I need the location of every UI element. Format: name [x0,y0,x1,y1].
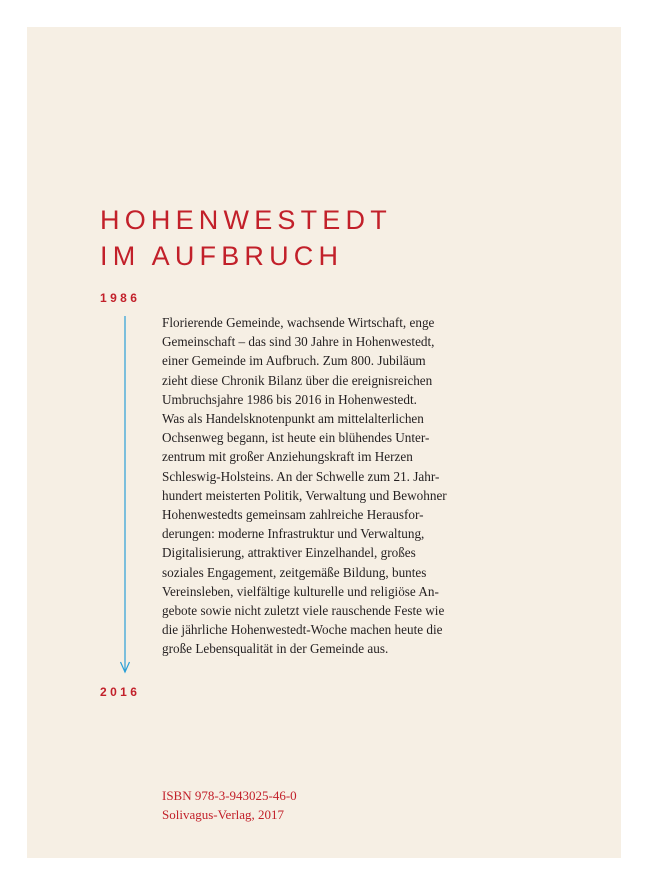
blurb-line: Ochsenweg begann, ist heute ein blühendes Unter- [162,430,430,446]
blurb-line: Gemeinschaft – das sind 30 Jahre in Hohenwestedt, [162,334,435,350]
publisher-info: Solivagus-Verlag, 2017 [162,807,285,822]
blurb-line: zieht diese Chronik Bilanz über die ereignisreichen [162,372,433,388]
timeline-start-year: 1986 [100,291,141,305]
blurb-line: soziales Engagement, zeitgemäße Bildung, buntes [162,564,427,580]
title-line-2: IM AUFBRUCH [100,241,344,271]
isbn-number: ISBN 978-3-943025-46-0 [162,788,297,803]
timeline-end-year: 2016 [100,685,141,699]
blurb-line: Digitalisierung, attraktiver Einzelhandel, großes [162,545,416,561]
timeline-arrow-icon [118,316,132,676]
blurb-line: Was als Handelsknotenpunkt am mittelalterlichen [162,411,424,427]
blurb-line: zentrum mit großer Anziehungskraft im Herzen [162,449,413,465]
blurb-line: Vereinsleben, vielfältige kulturelle und religiöse An- [162,583,439,599]
blurb-line: einer Gemeinde im Aufbruch. Zum 800. Jubiläum [162,353,426,369]
book-title [100,202,392,274]
blurb-line: derungen: moderne Infrastruktur und Verwaltung, [162,526,425,542]
book-back-cover [27,27,621,858]
blurb-line: Florierende Gemeinde, wachsende Wirtschaft, enge [162,315,435,330]
blurb-line: hundert meisterten Politik, Verwaltung und Bewohner [162,487,447,503]
blurb-line: die jährliche Hohenwestedt-Woche machen heute die [162,622,443,638]
blurb-line: Umbruchsjahre 1986 bis 2016 in Hohenwestedt. [162,391,417,407]
blurb-line: Schleswig-Holsteins. An der Schwelle zum 21. Jahr- [162,468,440,484]
blurb-line: große Lebensqualität in der Gemeinde aus. [162,641,389,657]
colophon [162,786,297,824]
blurb-line: gebote sowie nicht zuletzt viele rauschende Feste wie [162,603,445,619]
blurb-text [162,313,494,659]
blurb-line: Hohenwestedts gemeinsam zahlreiche Herausfor- [162,507,424,523]
title-line-1: HOHENWESTEDT [100,205,392,235]
